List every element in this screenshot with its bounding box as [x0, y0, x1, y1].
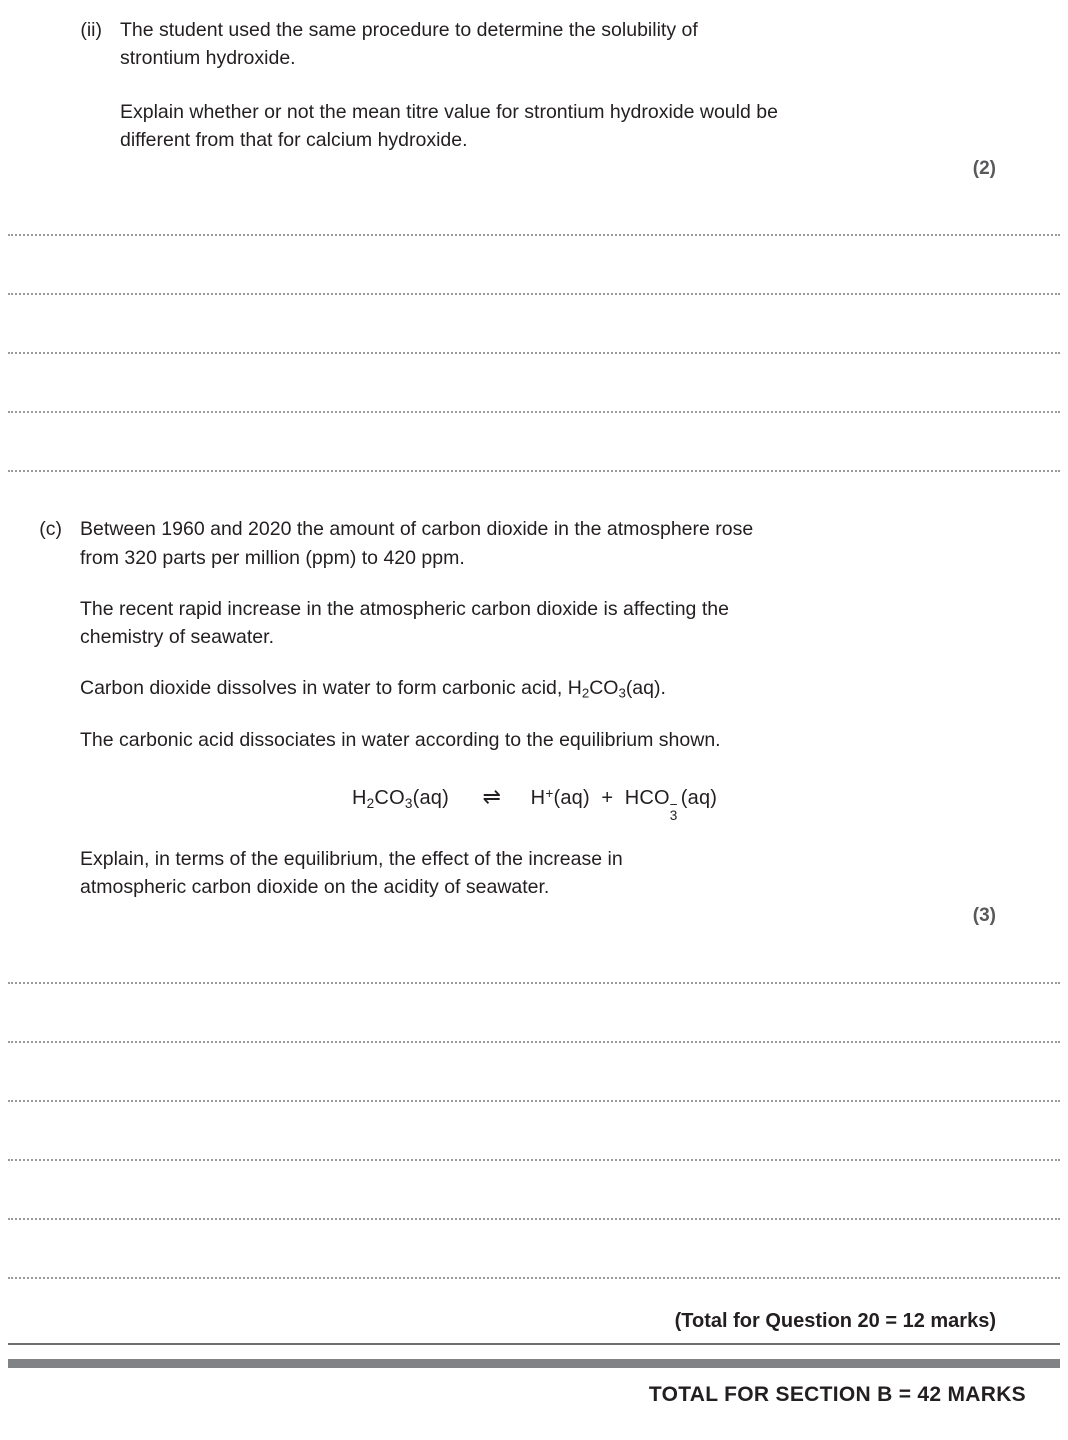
part-c-text-line4: chemistry of seawater. [80, 626, 274, 648]
subscript-2: 2 [581, 685, 590, 701]
part-c-text-line7: Explain, in terms of the equilibrium, the effect of the increase in [80, 848, 623, 870]
part-c-label: (c) [39, 518, 62, 540]
part-c-text-line2: from 320 parts per million (ppm) to 420 ppm. [80, 547, 465, 569]
part-ii-text-line3: Explain whether or not the mean titre value for strontium hydroxide would be [120, 101, 778, 123]
part-c-text-line1: Between 1960 and 2020 the amount of carbon dioxide in the atmosphere rose [80, 518, 754, 540]
footer-rule-thin [8, 1343, 1060, 1345]
section-total: TOTAL FOR SECTION B = 42 MARKS [648, 1383, 1026, 1406]
answer-line[interactable] [8, 470, 1060, 472]
equilibrium-arrow-icon: ⇌ [482, 784, 502, 809]
part-ii-label: (ii) [80, 19, 102, 41]
equation-products: H+(aq) + HCO − 3 (aq) [530, 785, 718, 824]
part-ii-marks: (2) [972, 158, 996, 179]
equilibrium-equation [352, 784, 718, 824]
answer-line[interactable] [8, 293, 1060, 295]
carbonic-acid-sentence-post: (aq). [625, 677, 666, 699]
answer-line[interactable] [8, 411, 1060, 413]
answer-line[interactable] [8, 1218, 1060, 1220]
part-ii-text-line2: strontium hydroxide. [120, 47, 296, 69]
answer-line[interactable] [8, 234, 1060, 236]
answer-line[interactable] [8, 1277, 1060, 1279]
part-c-text-line8: atmospheric carbon dioxide on the acidity of seawater. [80, 876, 550, 898]
answer-line[interactable] [8, 1100, 1060, 1102]
subscript-3: 3 [618, 685, 626, 701]
answer-line[interactable] [8, 1041, 1060, 1043]
question-total: (Total for Question 20 = 12 marks) [674, 1310, 996, 1332]
footer-rule-thick [8, 1359, 1060, 1368]
part-c-text-line5 [80, 674, 1020, 708]
part-ii-text-line1: The student used the same procedure to determine the solubility of [120, 19, 698, 41]
part-ii-text-line4: different from that for calcium hydroxide. [120, 129, 468, 151]
answer-line[interactable] [8, 352, 1060, 354]
carbonic-acid-sentence-pre: Carbon dioxide dissolves in water to form carbonic acid, H [80, 677, 582, 699]
part-c-text-line3: The recent rapid increase in the atmospheric carbon dioxide is affecting the [80, 598, 729, 620]
equation-reactant: $H_2CO_3(aq)$ [352, 787, 449, 811]
part-c-marks: (3) [972, 905, 996, 926]
carbonic-acid-sentence-mid: CO [589, 677, 619, 699]
answer-line[interactable] [8, 982, 1060, 984]
answer-line[interactable] [8, 1159, 1060, 1161]
part-c-text-line6: The carbonic acid dissociates in water according to the equilibrium shown. [80, 729, 721, 751]
